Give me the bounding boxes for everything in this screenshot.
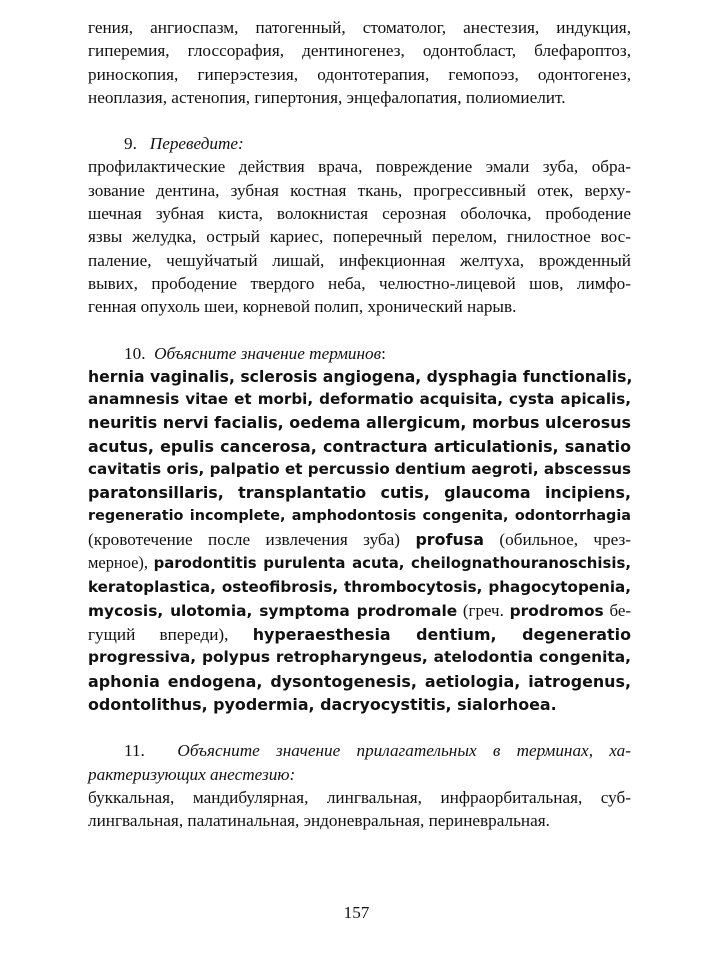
term-line: regeneratio incomplete, amphodontosis congenita, odontorrhagia: [88, 507, 631, 524]
exercise-10: [88, 342, 631, 717]
term-line: [88, 551, 631, 575]
term-line: odontolithus, pyodermia, dacryocystitis, sialorhoea.: [88, 695, 557, 715]
text-line: паление, чешуйчатый лишай, инфекционная желтуха, врожденный: [88, 250, 631, 270]
gloss-text: мерное),: [88, 553, 154, 573]
gloss-text: (кровотечение после извлечения зуба): [88, 529, 416, 549]
text-line: неоплазия, астенопия, гипертония, энцефалопатия, полиомиелит.: [88, 87, 566, 107]
term-text: hyperaesthesia dentium, degeneratio: [252, 625, 631, 645]
gloss-text: гущий впереди),: [88, 625, 253, 645]
exercise-10-heading: [88, 342, 631, 365]
term-line: aphonia endogena, dysontogenesis, aetiologia, iatrogenus,: [88, 671, 631, 691]
spacer: [88, 109, 631, 132]
term-line: [88, 623, 631, 646]
term-line: [88, 528, 631, 551]
exercise-11: [88, 739, 631, 832]
text-line: генная опухоль шеи, корневой полип, хронический нарыв.: [88, 297, 517, 317]
term-line: acutus, epulis cancerosa, contractura articulationis, sanatio: [88, 436, 631, 456]
text-line: буккальная, мандибулярная, лингвальная, инфраорбитальная, суб-: [88, 787, 631, 807]
term-text: profusa: [415, 529, 484, 549]
term-line: progressiva, polypus retropharyngeus, atelodontia congenita,: [88, 648, 631, 667]
spacer: [88, 319, 631, 342]
exercise-instruction: Объясните значение прилагательных в терминах: [177, 741, 589, 761]
spacer: [88, 716, 631, 739]
term-text: prodromos: [509, 601, 604, 620]
exercise-number: 9.: [124, 134, 137, 154]
exercise-9-heading: [88, 132, 631, 155]
text-line: язвы желудка, острый кариес, поперечный перелом, гнилостное вос-: [88, 227, 631, 247]
page-body: [88, 16, 631, 833]
gloss-text: (греч.: [457, 600, 510, 620]
term-line: neuritis nervi facialis, oedema allergicum, morbus ulcerosus: [88, 413, 631, 433]
term-line: paratonsillaris, transplantatio cutis, glaucoma incipiens,: [88, 483, 631, 503]
term-line: keratoplastica, osteofibrosis, thrombocytosis, phagocytopenia,: [88, 577, 631, 596]
instruction-comma: ,: [588, 741, 593, 761]
term-line: hernia vaginalis, sclerosis angiogena, dysphagia functionalis,: [88, 366, 633, 386]
term-text: parodontitis purulenta acuta, cheilognathouranoschisis,: [153, 554, 631, 573]
text-line: зование дентина, зубная костная ткань, прогрессивный отек, верху-: [88, 180, 631, 200]
term-text: mycosis, ulotomia, symptoma prodromale: [88, 601, 458, 620]
instruction-colon: :: [381, 343, 386, 363]
text-line: риноскопия, гиперэстезия, одонтотерапия, гемопоэз, одонтогенез,: [88, 64, 631, 84]
term-line: [88, 599, 631, 623]
exercise-number: 11.: [124, 741, 145, 761]
exercise-instruction: Переведите:: [149, 134, 244, 154]
exercise-11-heading: [88, 739, 631, 762]
exercise-instruction-line: рактеризующих анестезию:: [88, 764, 296, 784]
gloss-text: бе-: [603, 600, 631, 620]
text-line: лингвальная, палатинальная, эндоневральная, периневральная.: [88, 811, 550, 831]
gloss-text: (обильное, чрез-: [483, 529, 631, 549]
text-line: вывих, прободение твердого неба, челюстно-лицевой шов, лимфо-: [88, 273, 631, 293]
exercise-number: 10.: [124, 343, 146, 363]
exercise-8-term-list: [88, 16, 631, 109]
text-line: гения, ангиоспазм, патогенный, стоматолог, анестезия, индукция,: [88, 18, 631, 37]
text-line: гиперемия, глоссорафия, дентиногенез, одонтобласт, блефароптоз,: [88, 41, 631, 61]
exercise-instruction: Объясните значение терминов: [154, 343, 382, 363]
term-line: cavitatis oris, palpatio et percussio dentium aegroti, abscessus: [88, 460, 631, 479]
page-number: 157: [343, 903, 370, 922]
term-line: anamnesis vitae et morbi, deformatio acquisita, cysta apicalis,: [88, 390, 631, 409]
text-line: профилактические действия врача, повреждение эмали зуба, обра-: [88, 157, 631, 177]
exercise-instruction: ха-: [592, 741, 631, 761]
exercise-9: [88, 132, 631, 318]
text-line: шечная зубная киста, волокнистая серозная оболочка, прободение: [88, 204, 631, 224]
